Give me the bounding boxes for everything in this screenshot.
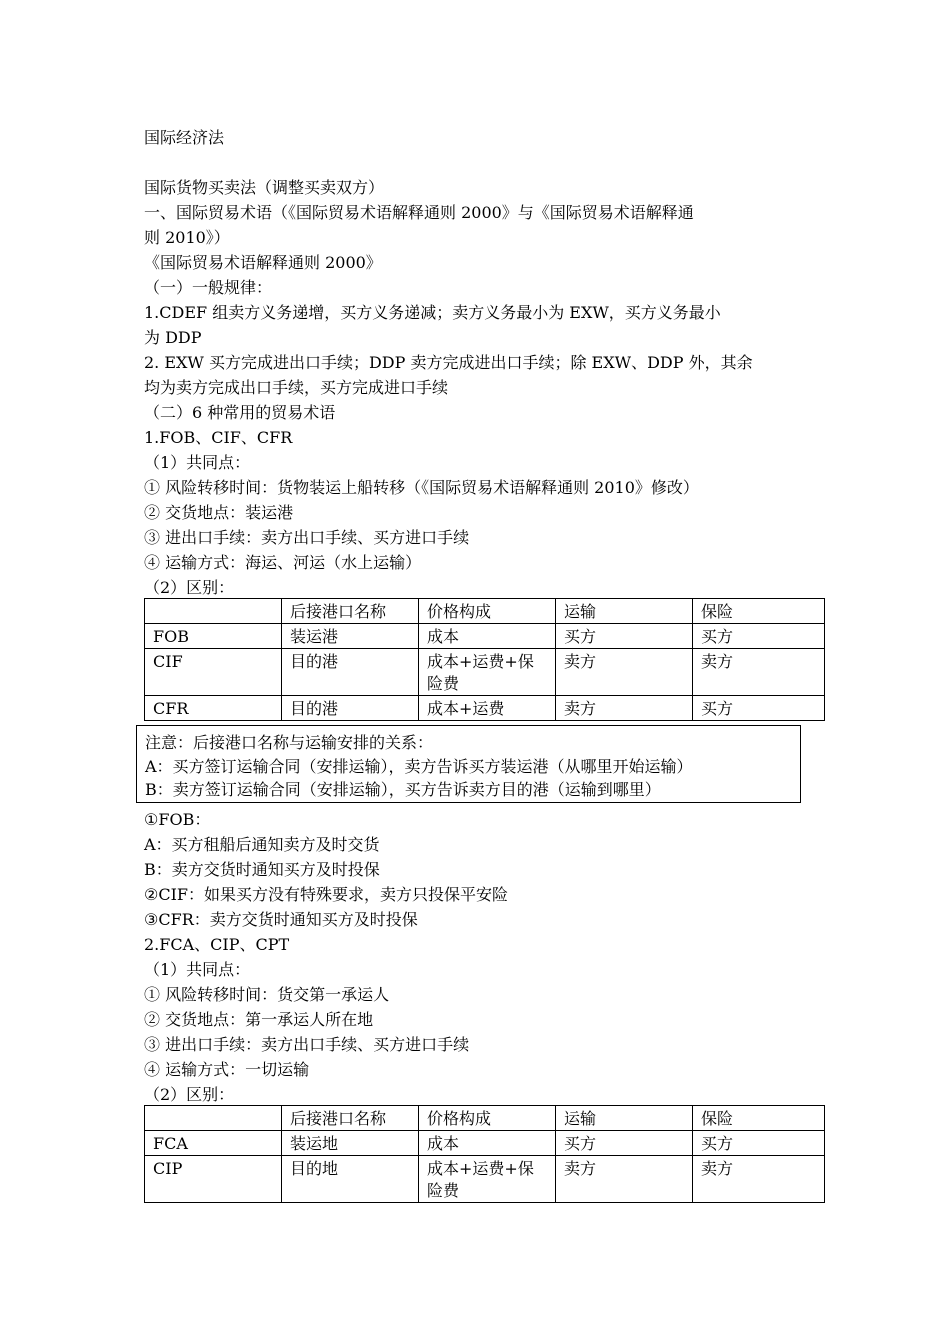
table-cell: 后接港口名称 [282, 1106, 419, 1131]
text-line: 一、国际贸易术语（《国际贸易术语解释通则 2000》与《国际贸易术语解释通 [144, 203, 694, 222]
note-line: A：买方签订运输合同（安排运输），卖方告诉买方装运港（从哪里开始运输） [145, 756, 693, 776]
text-line: ① 风险转移时间：货物装运上船转移（《国际贸易术语解释通则 2010》修改） [144, 478, 699, 497]
text-line: 2. EXW 买方完成进出口手续；DDP 卖方完成进出口手续；除 EXW、DDP 外，其余 [144, 353, 753, 372]
table-cell: 买方 [693, 1131, 825, 1156]
table-cell: 成本+运费+保险费 [419, 649, 556, 696]
text-line: 均为卖方完成出口手续，买方完成进口手续 [144, 378, 449, 397]
table-cell: 卖方 [556, 1156, 693, 1203]
table-cell: 目的地 [282, 1156, 419, 1203]
table-cell [145, 1106, 282, 1131]
comparison-table-1 [144, 598, 825, 721]
table-row [145, 1131, 825, 1156]
text-line: ③ 进出口手续：卖方出口手续、买方进口手续 [144, 528, 470, 547]
text-line: 为 DDP [144, 328, 202, 347]
table-cell [145, 599, 282, 624]
table-cell: 卖方 [556, 696, 693, 721]
table-row [145, 649, 825, 696]
text-line: ③CFR：卖方交货时通知买方及时投保 [144, 910, 418, 929]
note-line: 注意：后接港口名称与运输安排的关系： [145, 733, 434, 752]
text-line: （1）共同点： [144, 960, 251, 979]
table-cell: 卖方 [693, 1156, 825, 1203]
table-cell: 成本+运费+保险费 [419, 1156, 556, 1203]
table-header-row [145, 599, 825, 624]
text-line: 《国际贸易术语解释通则 2000》 [144, 253, 382, 272]
text-line: 2.FCA、CIP、CPT [144, 935, 290, 954]
table-cell: 买方 [556, 624, 693, 649]
comparison-table-2 [144, 1105, 825, 1203]
table-cell: 成本 [419, 624, 556, 649]
text-line: B：卖方交货时通知买方及时投保 [144, 860, 380, 879]
text-line: （二）6 种常用的贸易术语 [144, 403, 336, 422]
doc-title: 国际经济法 [144, 128, 225, 147]
table-cell: 运输 [556, 1106, 693, 1131]
table-cell: 成本+运费 [419, 696, 556, 721]
table-cell: CIF [145, 649, 282, 696]
table-cell: 目的港 [282, 696, 419, 721]
table-cell: 目的港 [282, 649, 419, 696]
table-cell: 价格构成 [419, 599, 556, 624]
text-line: 则 2010》） [144, 228, 230, 247]
text-line: （2）区别： [144, 1085, 235, 1104]
text-line: ②CIF：如果买方没有特殊要求，卖方只投保平安险 [144, 885, 509, 904]
table-header-row [145, 1106, 825, 1131]
table-row [145, 696, 825, 721]
text-line: ①FOB： [144, 810, 211, 829]
table-cell: 装运地 [282, 1131, 419, 1156]
text-line: 1.CDEF 组卖方义务递增，买方义务递减；卖方义务最小为 EXW，买方义务最小 [144, 303, 721, 322]
text-line: 国际货物买卖法（调整买卖双方） [144, 178, 385, 197]
table-cell: 后接港口名称 [282, 599, 419, 624]
text-line: ② 交货地点：装运港 [144, 503, 294, 522]
table-row [145, 1156, 825, 1203]
note-box [136, 725, 801, 803]
table-cell: 成本 [419, 1131, 556, 1156]
table-cell: 卖方 [556, 649, 693, 696]
note-line: B：卖方签订运输合同（安排运输），买方告诉卖方目的港（运输到哪里） [145, 780, 661, 799]
table-row [145, 624, 825, 649]
table-cell: 运输 [556, 599, 693, 624]
text-line: （2）区别： [144, 578, 235, 597]
table-cell: 卖方 [693, 649, 825, 696]
table-cell: 保险 [693, 599, 825, 624]
table-cell: FOB [145, 624, 282, 649]
table-cell: CFR [145, 696, 282, 721]
table-cell: FCA [145, 1131, 282, 1156]
table-cell: 买方 [693, 624, 825, 649]
table-cell: 保险 [693, 1106, 825, 1131]
text-line: 1.FOB、CIF、CFR [144, 428, 293, 447]
table-cell: 买方 [693, 696, 825, 721]
text-line: ④ 运输方式：海运、河运（水上运输） [144, 553, 422, 572]
text-line: ② 交货地点：第一承运人所在地 [144, 1010, 374, 1029]
table-cell: 装运港 [282, 624, 419, 649]
text-line: ③ 进出口手续：卖方出口手续、买方进口手续 [144, 1035, 470, 1054]
text-line: （1）共同点： [144, 453, 251, 472]
table-cell: 买方 [556, 1131, 693, 1156]
text-line: ④ 运输方式：一切运输 [144, 1060, 310, 1079]
table-cell: 价格构成 [419, 1106, 556, 1131]
text-line: ① 风险转移时间：货交第一承运人 [144, 985, 390, 1004]
text-line: （一）一般规律： [144, 278, 273, 297]
text-line: A：买方租船后通知卖方及时交货 [144, 835, 380, 854]
table-cell: CIP [145, 1156, 282, 1203]
